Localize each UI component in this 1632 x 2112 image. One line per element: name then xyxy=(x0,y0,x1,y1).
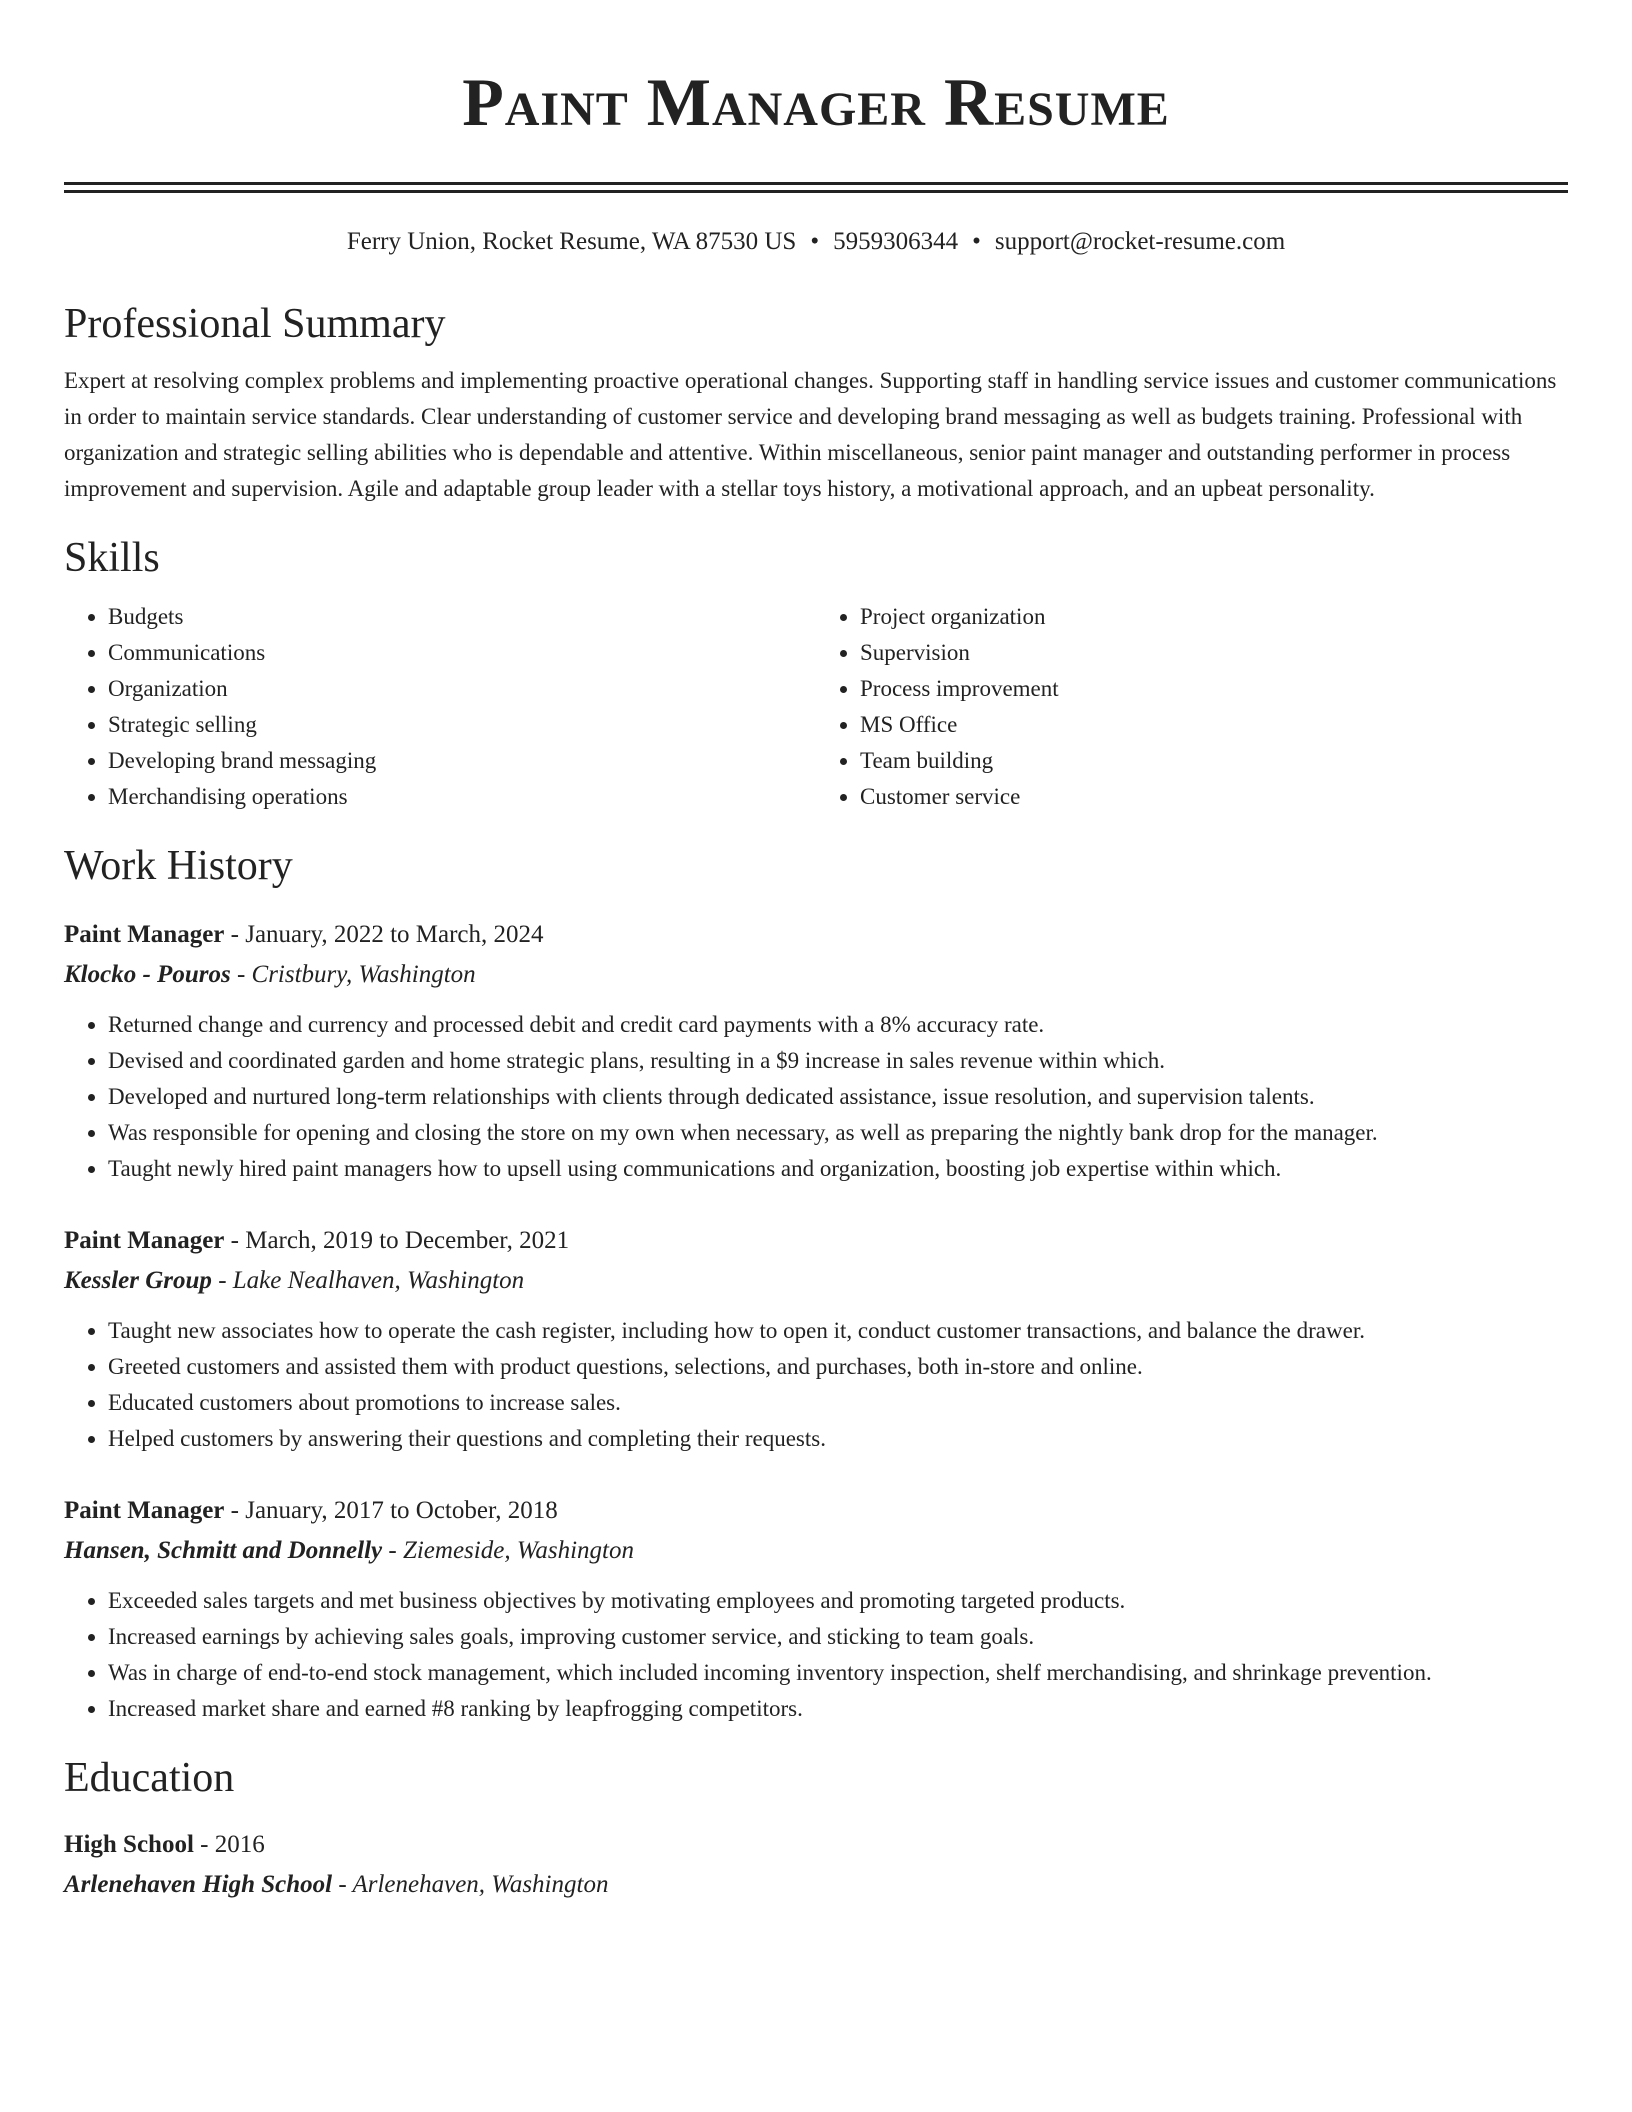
job-entry xyxy=(64,1491,1568,1727)
work-history-heading: Work History xyxy=(64,843,293,889)
job-bullets xyxy=(64,1583,1568,1727)
job-bullet: • Taught new associates how to operate the cash register, including how to open it, conduct customer transactions, and balance the drawer. xyxy=(108,1313,1568,1349)
job-bullet: • Helped customers by answering their questions and completing their requests. xyxy=(108,1421,1568,1457)
job-title-line xyxy=(64,915,1568,955)
job-location: - Lake Nealhaven, Washington xyxy=(211,1267,525,1294)
title-divider xyxy=(64,182,1568,193)
skills-column-left xyxy=(64,599,816,815)
education-school-line xyxy=(64,1865,1568,1905)
job-title: Paint Manager xyxy=(64,1227,225,1254)
job-bullet: • Exceeded sales targets and met business objectives by motivating employees and promoting targeted products. xyxy=(108,1583,1568,1619)
job-bullet: • Was responsible for opening and closing the store on my own when necessary, as well as preparing the nightly bank drop for the manager. xyxy=(108,1115,1568,1151)
job-location: - Cristbury, Washington xyxy=(230,961,476,988)
job-company: Klocko - Pouros xyxy=(64,961,231,988)
job-company: Hansen, Schmitt and Donnelly xyxy=(64,1537,383,1564)
job-dates: - January, 2022 to March, 2024 xyxy=(224,921,544,948)
skill-item: • MS Office xyxy=(860,707,1568,743)
skill-item: • Process improvement xyxy=(860,671,1568,707)
skill-item: • Team building xyxy=(860,743,1568,779)
job-bullet: • Returned change and currency and processed debit and credit card payments with a 8% accuracy rate. xyxy=(108,1007,1568,1043)
skill-item: • Communications xyxy=(108,635,816,671)
job-company-line xyxy=(64,1261,1568,1301)
contact-separator: • xyxy=(972,228,981,255)
contact-address: Ferry Union, Rocket Resume, WA 87530 US xyxy=(346,228,797,255)
job-title: Paint Manager xyxy=(64,921,225,948)
skill-item: • Customer service xyxy=(860,779,1568,815)
contact-line xyxy=(64,227,1568,257)
skills-list xyxy=(64,599,1568,815)
job-dates: - January, 2017 to October, 2018 xyxy=(224,1497,558,1524)
job-company-line xyxy=(64,1531,1568,1571)
job-bullet: • Greeted customers and assisted them with product questions, selections, and purchases, both in-store and online. xyxy=(108,1349,1568,1385)
skill-item: • Organization xyxy=(108,671,816,707)
contact-separator: • xyxy=(810,228,820,255)
skill-item: • Developing brand messaging xyxy=(108,743,816,779)
education-year: - 2016 xyxy=(193,1831,265,1858)
contact-phone: 5959306344 xyxy=(833,228,959,255)
education-location: - Arlenehaven, Washington xyxy=(332,1871,609,1898)
skills-heading: Skills xyxy=(64,535,160,581)
job-bullet: • Educated customers about promotions to increase sales. xyxy=(108,1385,1568,1421)
skill-item: • Project organization xyxy=(860,599,1568,635)
job-company-line xyxy=(64,955,1568,995)
skill-item: • Budgets xyxy=(108,599,816,635)
job-title-line xyxy=(64,1221,1568,1261)
job-bullet: • Devised and coordinated garden and home strategic plans, resulting in a $9 increase in sales revenue within which. xyxy=(108,1043,1568,1079)
skill-item: • Supervision xyxy=(860,635,1568,671)
education-heading: Education xyxy=(64,1755,235,1801)
education-degree: High School xyxy=(64,1831,194,1858)
skills-column-right xyxy=(816,599,1568,815)
skill-item: • Merchandising operations xyxy=(108,779,816,815)
job-bullet: • Increased market share and earned #8 ranking by leapfrogging competitors. xyxy=(108,1691,1568,1727)
job-bullet: • Was in charge of end-to-end stock management, which included incoming inventory inspection, shelf merchandising, and shrinkage prevention. xyxy=(108,1655,1568,1691)
education-school: Arlenehaven High School xyxy=(64,1871,333,1898)
job-bullets xyxy=(64,1313,1568,1457)
job-title: Paint Manager xyxy=(64,1497,225,1524)
job-company: Kessler Group xyxy=(64,1267,212,1294)
job-dates: - March, 2019 to December, 2021 xyxy=(224,1227,570,1254)
education-entry xyxy=(64,1825,1568,1905)
job-bullets xyxy=(64,1007,1568,1187)
job-bullet: • Developed and nurtured long-term relationships with clients through dedicated assistance, issue resolution, and supervision talents. xyxy=(108,1079,1568,1115)
job-title-line xyxy=(64,1491,1568,1531)
job-entry xyxy=(64,1221,1568,1457)
education-degree-line xyxy=(64,1825,1568,1865)
contact-email: support@rocket-resume.com xyxy=(994,228,1286,255)
job-location: - Ziemeside, Washington xyxy=(382,1537,634,1564)
skill-item: • Strategic selling xyxy=(108,707,816,743)
resume-title: Paint Manager Resume xyxy=(462,64,1170,140)
job-bullet: • Increased earnings by achieving sales goals, improving customer service, and sticking to team goals. xyxy=(108,1619,1568,1655)
summary-heading: Professional Summary xyxy=(64,301,446,347)
summary-text: Expert at resolving complex problems and implementing proactive operational changes. Supporting staff in handling service issues and customer communications in order to maintain service standards. Clear understanding of customer service and developing brand messaging as well as budgets training. Professional with organization and strategic selling abilities who is dependable and attentive. Within miscellaneous, senior paint manager and outstanding performer in process improvement and supervision. Agile and adaptable group leader with a stellar toys history, a motivational approach, and an upbeat personality. xyxy=(64,368,1557,501)
job-bullet: • Taught newly hired paint managers how to upsell using communications and organization, boosting job expertise within which. xyxy=(108,1151,1568,1187)
job-entry xyxy=(64,915,1568,1187)
